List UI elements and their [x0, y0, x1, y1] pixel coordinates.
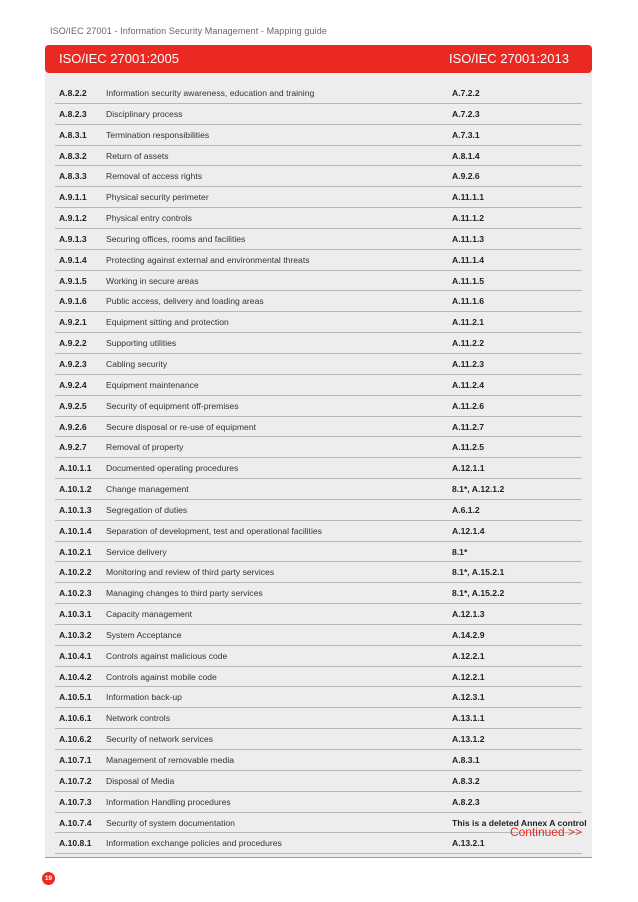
control-2005-id: A.9.2.4	[59, 379, 87, 390]
control-2013-id: A.11.2.7	[452, 421, 485, 432]
control-2013-id: A.11.1.2	[452, 213, 485, 224]
control-2005-id: A.10.2.3	[59, 588, 92, 599]
control-2005-id: A.10.2.2	[59, 567, 92, 578]
table-row	[55, 750, 582, 771]
control-title: Controls against mobile code	[106, 671, 217, 682]
control-title: Removal of access rights	[106, 171, 202, 182]
page-number: 19	[42, 872, 55, 885]
control-title: Separation of development, test and operational facilities	[106, 525, 322, 536]
control-title: Removal of property	[106, 442, 184, 453]
control-2013-id: A.8.3.1	[452, 755, 480, 765]
table-row	[55, 104, 582, 125]
table-row	[55, 500, 582, 521]
table-row	[55, 458, 582, 479]
header-2005: ISO/IEC 27001:2005	[59, 51, 179, 66]
control-title: Documented operating procedures	[106, 463, 239, 474]
table-row	[55, 187, 582, 208]
table-row	[55, 166, 582, 187]
control-title: Return of assets	[106, 150, 169, 161]
control-2005-id: A.10.6.1	[59, 713, 92, 724]
document-header: ISO/IEC 27001 - Information Security Management - Mapping guide	[50, 26, 327, 36]
table-row	[55, 729, 582, 750]
table-row	[55, 667, 582, 688]
table-row	[55, 792, 582, 813]
control-2013-id: A.7.2.3	[452, 108, 480, 119]
table-row	[55, 646, 582, 667]
control-title: Security of network services	[106, 734, 213, 745]
control-2005-id: A.10.1.4	[59, 525, 92, 536]
table-row	[55, 208, 582, 229]
table-row	[55, 291, 582, 312]
control-2005-id: A.9.1.6	[59, 296, 87, 307]
control-title: Managing changes to third party services	[106, 588, 263, 599]
control-2013-id: A.7.3.1	[452, 129, 480, 140]
control-2005-id: A.10.7.1	[59, 755, 92, 765]
control-2013-id: A.13.1.1	[452, 713, 485, 724]
control-2013-id: A.12.1.3	[452, 609, 485, 620]
control-title: Segregation of duties	[106, 504, 188, 515]
control-2013-id: A.11.1.5	[452, 275, 485, 286]
control-2013-id: A.12.2.1	[452, 650, 485, 661]
control-title: Network controls	[106, 713, 170, 724]
control-title: Management of removable media	[106, 755, 235, 765]
table-row	[55, 333, 582, 354]
control-title: Securing offices, rooms and facilities	[106, 233, 246, 244]
control-2013-id: A.8.2.3	[452, 796, 480, 807]
control-title: Monitoring and review of third party services	[106, 567, 275, 578]
control-2005-id: A.8.2.3	[59, 108, 87, 119]
control-title: Information exchange policies and procedures	[106, 838, 282, 849]
table-row	[55, 583, 582, 604]
control-title: Information back-up	[106, 692, 182, 703]
table-row	[55, 83, 582, 104]
control-2013-id: A.13.2.1	[452, 838, 485, 849]
control-title: Disciplinary process	[106, 108, 183, 119]
control-2005-id: A.8.2.2	[59, 88, 87, 98]
control-2005-id: A.10.3.1	[59, 609, 92, 620]
control-2013-id: A.11.2.4	[452, 379, 485, 390]
control-2005-id: A.9.2.5	[59, 400, 87, 411]
control-2013-id: A.11.2.3	[452, 358, 485, 369]
control-2013-id: 8.1*	[452, 546, 468, 557]
table-row	[55, 417, 582, 438]
header-2013: ISO/IEC 27001:2013	[449, 51, 569, 66]
control-title: Working in secure areas	[106, 275, 199, 286]
control-2013-id: A.11.2.2	[452, 338, 485, 349]
control-title: Service delivery	[106, 546, 167, 557]
control-2005-id: A.10.1.2	[59, 484, 92, 495]
control-2013-id: This is a deleted Annex A control	[452, 817, 587, 828]
control-2013-id: A.12.3.1	[452, 692, 485, 703]
control-2005-id: A.9.1.1	[59, 192, 87, 203]
control-2005-id: A.8.3.1	[59, 129, 87, 140]
control-2005-id: A.9.1.2	[59, 213, 87, 224]
control-title: Termination responsibilities	[106, 129, 210, 140]
table-row	[55, 396, 582, 417]
control-2005-id: A.10.7.3	[59, 796, 92, 807]
control-2005-id: A.9.2.3	[59, 358, 87, 369]
control-2005-id: A.9.2.1	[59, 317, 87, 328]
table-row	[55, 125, 582, 146]
table-row	[55, 708, 582, 729]
table-row	[55, 271, 582, 292]
control-2013-id: A.12.1.4	[452, 525, 485, 536]
control-title: Public access, delivery and loading areas	[106, 296, 264, 307]
control-title: Equipment maintenance	[106, 379, 199, 390]
control-2005-id: A.10.4.2	[59, 671, 92, 682]
table-body	[55, 83, 587, 854]
control-2005-id: A.9.2.2	[59, 338, 87, 349]
control-2005-id: A.10.7.2	[59, 775, 92, 786]
control-title: Security of equipment off-premises	[106, 400, 239, 411]
control-2013-id: A.8.1.4	[452, 150, 480, 161]
table-row	[55, 813, 587, 834]
control-title: Security of system documentation	[106, 817, 235, 828]
control-title: Physical security perimeter	[106, 192, 209, 203]
control-title: Capacity management	[106, 609, 192, 620]
table-row	[55, 625, 582, 646]
continued-link[interactable]: Continued >>	[509, 825, 582, 839]
table-row	[55, 437, 582, 458]
control-2013-id: A.11.2.5	[452, 442, 485, 453]
control-title: Secure disposal or re-use of equipment	[106, 421, 256, 432]
table-header	[45, 45, 592, 73]
control-2013-id: A.7.2.2	[452, 88, 480, 98]
control-title: Supporting utilities	[106, 338, 177, 349]
control-title: Cabling security	[106, 358, 168, 369]
control-2005-id: A.9.1.5	[59, 275, 87, 286]
control-2013-id: A.11.1.1	[452, 192, 485, 203]
mapping-table	[45, 45, 592, 858]
control-title: Information security awareness, education and training	[106, 88, 315, 98]
table-row	[55, 229, 582, 250]
control-title: Physical entry controls	[106, 213, 192, 224]
control-2013-id: 8.1*, A.15.2.2	[452, 588, 505, 599]
control-2005-id: A.10.2.1	[59, 546, 92, 557]
control-title: Protecting against external and environmental threats	[106, 254, 310, 265]
control-2005-id: A.10.1.3	[59, 504, 92, 515]
control-2005-id: A.9.1.3	[59, 233, 87, 244]
control-title: Controls against malicious code	[106, 650, 228, 661]
table-row	[55, 562, 582, 583]
table-row	[55, 146, 582, 167]
control-title: Disposal of Media	[106, 775, 175, 786]
control-2005-id: A.9.2.7	[59, 442, 87, 453]
table-row	[55, 521, 582, 542]
control-2013-id: A.11.1.6	[452, 296, 485, 307]
table-row	[55, 375, 582, 396]
control-2013-id: A.6.1.2	[452, 504, 480, 515]
control-2005-id: A.10.4.1	[59, 650, 92, 661]
control-2013-id: 8.1*, A.12.1.2	[452, 484, 505, 495]
control-title: Equipment sitting and protection	[106, 317, 229, 328]
table-row	[55, 354, 582, 375]
control-2013-id: A.11.1.4	[452, 254, 485, 265]
control-title: Information Handling procedures	[106, 796, 231, 807]
table-row	[55, 312, 582, 333]
control-2013-id: A.11.2.6	[452, 400, 485, 411]
control-2013-id: A.14.2.9	[452, 629, 485, 640]
table-row	[55, 479, 582, 500]
control-2013-id: A.12.2.1	[452, 671, 485, 682]
control-2013-id: A.9.2.6	[452, 171, 480, 182]
control-2005-id: A.8.3.3	[59, 171, 87, 182]
table-row	[55, 833, 582, 854]
control-2005-id: A.10.1.1	[59, 463, 92, 474]
control-title: System Acceptance	[106, 629, 182, 640]
control-2013-id: 8.1*, A.15.2.1	[452, 567, 505, 578]
control-2005-id: A.10.3.2	[59, 629, 92, 640]
control-2013-id: A.11.2.1	[452, 317, 485, 328]
control-2005-id: A.10.8.1	[59, 838, 92, 849]
control-2005-id: A.10.7.4	[59, 817, 92, 828]
control-2005-id: A.10.5.1	[59, 692, 92, 703]
control-2013-id: A.12.1.1	[452, 463, 485, 474]
control-2013-id: A.11.1.3	[452, 233, 485, 244]
control-2013-id: A.8.3.2	[452, 775, 480, 786]
control-title: Change management	[106, 484, 189, 495]
control-2005-id: A.8.3.2	[59, 150, 87, 161]
control-2005-id: A.9.2.6	[59, 421, 87, 432]
table-row	[55, 542, 582, 563]
control-2013-id: A.13.1.2	[452, 734, 485, 745]
table-row	[55, 250, 582, 271]
control-2005-id: A.9.1.4	[59, 254, 87, 265]
table-row	[55, 771, 582, 792]
table-row	[55, 687, 582, 708]
control-2005-id: A.10.6.2	[59, 734, 92, 745]
table-row	[55, 604, 582, 625]
